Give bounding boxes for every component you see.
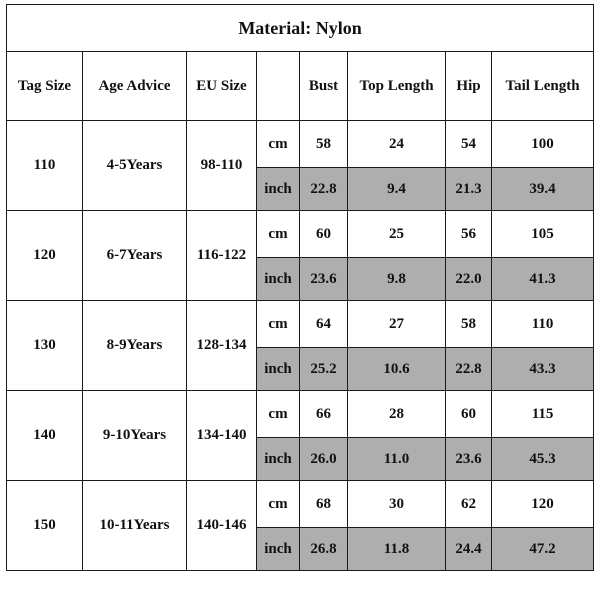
- tag-size-cell: 110: [7, 121, 83, 211]
- hip-cm-cell: 60: [446, 391, 492, 438]
- tail-length-cm-cell: 100: [492, 121, 594, 168]
- bust-cm-cell: 64: [300, 301, 348, 348]
- hip-cm-cell: 56: [446, 211, 492, 258]
- top-length-inch-cell: 11.0: [348, 438, 446, 481]
- tag-size-cell: 150: [7, 481, 83, 571]
- size-table: [6, 4, 594, 571]
- top-length-inch-cell: 9.4: [348, 168, 446, 211]
- title-row: [7, 5, 594, 52]
- age-advice-cell: 8-9Years: [83, 301, 187, 391]
- bust-inch-cell: 23.6: [300, 258, 348, 301]
- bust-inch-cell: 22.8: [300, 168, 348, 211]
- age-advice-cell: 4-5Years: [83, 121, 187, 211]
- header-eu-size: EU Size: [187, 52, 257, 121]
- bust-cm-cell: 60: [300, 211, 348, 258]
- hip-inch-cell: 22.0: [446, 258, 492, 301]
- header-top-length: Top Length: [348, 52, 446, 121]
- unit-cm-label: cm: [257, 121, 300, 168]
- top-length-inch-cell: 10.6: [348, 348, 446, 391]
- tag-size-cell: 140: [7, 391, 83, 481]
- age-advice-cell: 10-11Years: [83, 481, 187, 571]
- eu-size-cell: 134-140: [187, 391, 257, 481]
- tag-size-cell: 130: [7, 301, 83, 391]
- tail-length-cm-cell: 120: [492, 481, 594, 528]
- age-advice-cell: 6-7Years: [83, 211, 187, 301]
- bust-cm-cell: 68: [300, 481, 348, 528]
- bust-cm-cell: 58: [300, 121, 348, 168]
- top-length-cm-cell: 25: [348, 211, 446, 258]
- age-advice-cell: 9-10Years: [83, 391, 187, 481]
- unit-inch-label: inch: [257, 168, 300, 211]
- table-row: [7, 391, 594, 438]
- header-row: [7, 52, 594, 121]
- table-row: [7, 211, 594, 258]
- eu-size-cell: 116-122: [187, 211, 257, 301]
- top-length-cm-cell: 28: [348, 391, 446, 438]
- top-length-inch-cell: 11.8: [348, 528, 446, 571]
- top-length-cm-cell: 27: [348, 301, 446, 348]
- table-title: Material: Nylon: [7, 5, 594, 52]
- table-row: [7, 481, 594, 528]
- eu-size-cell: 98-110: [187, 121, 257, 211]
- tail-length-inch-cell: 41.3: [492, 258, 594, 301]
- hip-inch-cell: 22.8: [446, 348, 492, 391]
- eu-size-cell: 140-146: [187, 481, 257, 571]
- table-body: [7, 5, 594, 571]
- bust-inch-cell: 26.0: [300, 438, 348, 481]
- tail-length-cm-cell: 105: [492, 211, 594, 258]
- unit-cm-label: cm: [257, 481, 300, 528]
- bust-cm-cell: 66: [300, 391, 348, 438]
- unit-cm-label: cm: [257, 391, 300, 438]
- tail-length-cm-cell: 115: [492, 391, 594, 438]
- header-age-advice: Age Advice: [83, 52, 187, 121]
- unit-inch-label: inch: [257, 258, 300, 301]
- tail-length-inch-cell: 47.2: [492, 528, 594, 571]
- tail-length-inch-cell: 39.4: [492, 168, 594, 211]
- unit-cm-label: cm: [257, 301, 300, 348]
- unit-inch-label: inch: [257, 348, 300, 391]
- hip-inch-cell: 24.4: [446, 528, 492, 571]
- tail-length-inch-cell: 43.3: [492, 348, 594, 391]
- header-bust: Bust: [300, 52, 348, 121]
- unit-inch-label: inch: [257, 528, 300, 571]
- hip-cm-cell: 62: [446, 481, 492, 528]
- header-unit: [257, 52, 300, 121]
- top-length-cm-cell: 30: [348, 481, 446, 528]
- eu-size-cell: 128-134: [187, 301, 257, 391]
- top-length-cm-cell: 24: [348, 121, 446, 168]
- bust-inch-cell: 25.2: [300, 348, 348, 391]
- tail-length-cm-cell: 110: [492, 301, 594, 348]
- hip-inch-cell: 23.6: [446, 438, 492, 481]
- bust-inch-cell: 26.8: [300, 528, 348, 571]
- header-hip: Hip: [446, 52, 492, 121]
- table-row: [7, 301, 594, 348]
- unit-inch-label: inch: [257, 438, 300, 481]
- hip-cm-cell: 58: [446, 301, 492, 348]
- hip-inch-cell: 21.3: [446, 168, 492, 211]
- table-row: [7, 121, 594, 168]
- hip-cm-cell: 54: [446, 121, 492, 168]
- tag-size-cell: 120: [7, 211, 83, 301]
- unit-cm-label: cm: [257, 211, 300, 258]
- top-length-inch-cell: 9.8: [348, 258, 446, 301]
- header-tail-length: Tail Length: [492, 52, 594, 121]
- tail-length-inch-cell: 45.3: [492, 438, 594, 481]
- header-tag-size: Tag Size: [7, 52, 83, 121]
